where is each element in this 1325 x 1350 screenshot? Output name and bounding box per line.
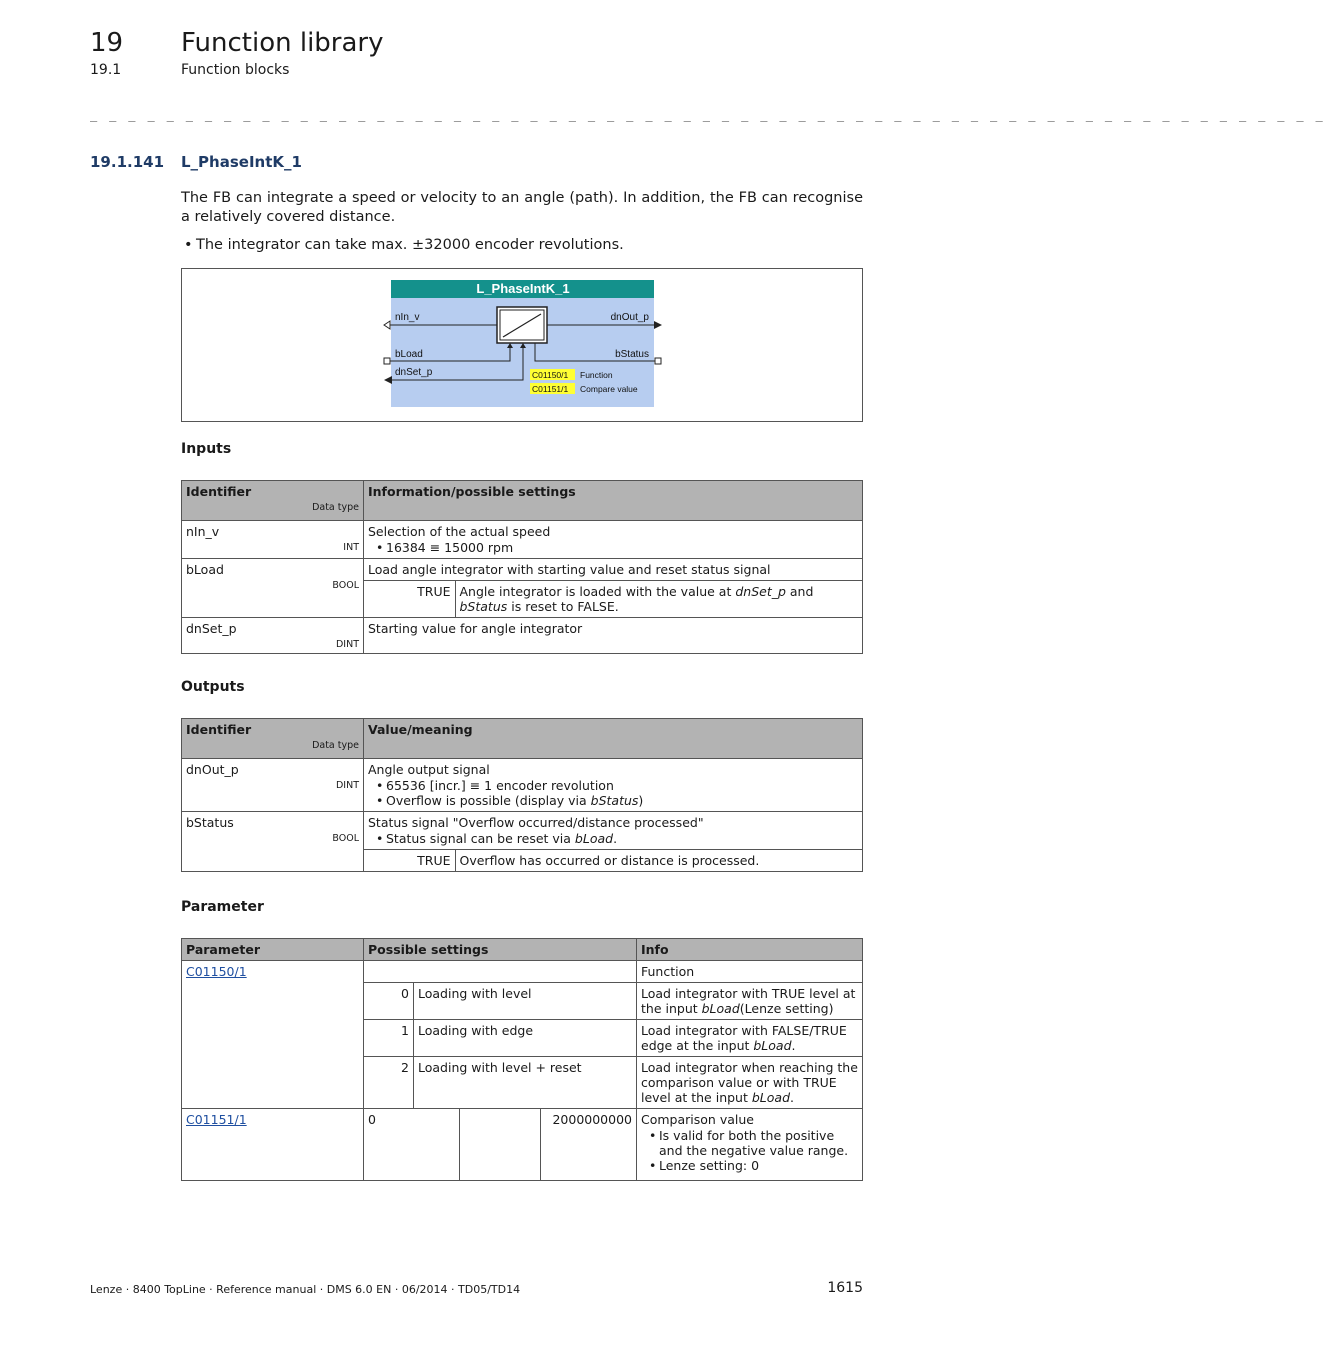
range-unit bbox=[460, 1109, 541, 1181]
header-rule: _ _ _ _ _ _ _ _ _ _ _ _ _ _ _ _ _ _ _ _ _ _ _ _ _ _ _ _ _ _ _ _ _ _ _ _ _ _ _ _ _ _ _ _ _ _ _ _ _ _ _ _ _ _ _ _ _ _ _ _ _ _ _ _ _ bbox=[90, 108, 1325, 122]
table-row bbox=[182, 759, 863, 812]
param2-code: C01151/1 bbox=[532, 384, 569, 394]
data-type: DINT bbox=[335, 780, 359, 791]
data-type: INT bbox=[343, 542, 359, 553]
outputs-heading: Outputs bbox=[181, 679, 245, 695]
info-cell bbox=[364, 559, 863, 618]
bStatus-label: bStatus bbox=[615, 349, 649, 360]
intro-bullet: • The integrator can take max. ±32000 encoder revolutions. bbox=[196, 237, 624, 253]
info-text: Angle output signal bbox=[368, 762, 490, 777]
option-info-c: . bbox=[790, 1090, 794, 1105]
bullet-text-a: Overflow is possible (display via bbox=[386, 793, 591, 808]
param1-code: C01150/1 bbox=[532, 370, 569, 380]
option-info-a: Load integrator with TRUE level at the input bbox=[641, 986, 856, 1016]
option-info-b: bLoad bbox=[701, 1001, 740, 1016]
option-value: 1 bbox=[364, 1020, 414, 1057]
dnSet_p-port-icon bbox=[384, 376, 392, 384]
dnOut_p-label: dnOut_p bbox=[610, 312, 649, 323]
option-info-b: bLoad bbox=[751, 1090, 791, 1105]
bullet-text-a: Status signal can be reset via bbox=[386, 831, 575, 846]
col-identifier-label: Identifier bbox=[186, 484, 252, 499]
info-bullet: • 16384 ≡ 15000 rpm bbox=[386, 540, 858, 555]
option-info bbox=[637, 1020, 863, 1057]
option-label: Loading with level + reset bbox=[414, 1057, 637, 1109]
parameter-heading: Parameter bbox=[181, 899, 264, 915]
option-value: 0 bbox=[364, 983, 414, 1020]
data-type: BOOL bbox=[332, 833, 359, 844]
col-identifier-label: Identifier bbox=[186, 722, 252, 737]
table-row bbox=[182, 812, 863, 872]
value-text-a: Angle integrator is loaded with the value at bbox=[459, 584, 736, 599]
value-subtable bbox=[364, 850, 862, 871]
data-type: BOOL bbox=[332, 580, 359, 591]
col-settings: Possible settings bbox=[364, 939, 637, 961]
footer-text: Lenze · 8400 TopLine · Reference manual · DMS 6.0 EN · 06/2014 · TD05/TD14 bbox=[90, 1283, 521, 1296]
bullet-text-c: . bbox=[613, 831, 618, 846]
bStatus-port-icon bbox=[655, 358, 661, 364]
parameter-cell bbox=[182, 961, 364, 1109]
chapter-title: Function library bbox=[181, 28, 384, 58]
identifier-cell bbox=[182, 618, 364, 654]
identifier-cell bbox=[182, 559, 364, 618]
col-parameter: Parameter bbox=[182, 939, 364, 961]
settings-cell bbox=[364, 961, 637, 983]
table-row bbox=[182, 521, 863, 559]
col-datatype-label: Data type bbox=[312, 502, 359, 513]
section-number: 19.1.141 bbox=[90, 153, 165, 171]
value-key: TRUE bbox=[364, 850, 455, 871]
option-info-b: bLoad bbox=[753, 1038, 792, 1053]
option-label: Loading with edge bbox=[414, 1020, 637, 1057]
option-value: 2 bbox=[364, 1057, 414, 1109]
param1-label: Function bbox=[580, 370, 613, 380]
option-info-a: Load integrator with FALSE/TRUE edge at the input bbox=[641, 1023, 847, 1053]
option-info bbox=[637, 1057, 863, 1109]
page-number: 1615 bbox=[827, 1280, 863, 1296]
option-info-c: . bbox=[791, 1038, 796, 1053]
inputs-heading: Inputs bbox=[181, 441, 232, 457]
section-title: L_PhaseIntK_1 bbox=[181, 153, 302, 171]
identifier: nIn_v bbox=[186, 524, 220, 539]
info-block bbox=[364, 812, 862, 850]
parameter-link-c01151[interactable]: C01151/1 bbox=[186, 1112, 247, 1127]
range-min: 0 bbox=[364, 1109, 460, 1181]
table-row bbox=[182, 618, 863, 654]
table-row bbox=[182, 559, 863, 618]
table-header-row bbox=[182, 939, 863, 961]
option-info bbox=[637, 983, 863, 1020]
bullet-text-b: bLoad bbox=[574, 831, 614, 846]
table-row bbox=[182, 961, 863, 983]
col-datatype-label: Data type bbox=[312, 740, 359, 751]
identifier: dnSet_p bbox=[186, 621, 237, 636]
bullet-text-b: bStatus bbox=[590, 793, 639, 808]
info-cell bbox=[364, 521, 863, 559]
info-bullet bbox=[386, 793, 858, 808]
nIn_v-label: nIn_v bbox=[395, 312, 420, 323]
option-info-c: (Lenze setting) bbox=[739, 1001, 834, 1016]
parameter-cell bbox=[182, 1109, 364, 1181]
info-cell: Starting value for angle integrator bbox=[364, 618, 863, 654]
nIn_v-port-icon bbox=[384, 321, 390, 329]
bullet-text-c: ) bbox=[638, 793, 644, 808]
range-max: 2000000000 bbox=[541, 1109, 637, 1181]
dnSet_p-label: dnSet_p bbox=[395, 367, 433, 378]
option-label: Loading with level bbox=[414, 983, 637, 1020]
identifier: dnOut_p bbox=[186, 762, 239, 777]
info-text: Status signal "Overflow occurred/distance processed" bbox=[368, 815, 704, 830]
inputs-table bbox=[181, 480, 863, 654]
value-text bbox=[455, 581, 862, 617]
function-block-diagram bbox=[384, 279, 674, 414]
param2-label: Compare value bbox=[580, 384, 638, 394]
table-row bbox=[182, 1109, 863, 1181]
identifier-cell bbox=[182, 812, 364, 872]
value-text-e: is reset to FALSE. bbox=[507, 599, 619, 614]
info-bullet: • 65536 [incr.] ≡ 1 encoder revolution bbox=[386, 778, 858, 793]
dnOut_p-port-icon bbox=[654, 321, 662, 329]
option-info-a: Load integrator when reaching the comparison value or with TRUE level at the input bbox=[641, 1060, 858, 1105]
info-bullet: • Is valid for both the positive and the negative value range. bbox=[659, 1128, 858, 1158]
identifier: bLoad bbox=[186, 562, 224, 577]
col-identifier bbox=[182, 719, 364, 759]
info-bullet: • Lenze setting: 0 bbox=[659, 1158, 858, 1173]
info-cell bbox=[364, 759, 863, 812]
bLoad-label: bLoad bbox=[395, 349, 423, 360]
identifier-cell bbox=[182, 759, 364, 812]
value-text-c: and bbox=[785, 584, 814, 599]
outputs-table bbox=[181, 718, 863, 872]
value-key: TRUE bbox=[364, 581, 455, 617]
data-type: DINT bbox=[335, 639, 359, 650]
table-header-row bbox=[182, 719, 863, 759]
value-text: Overflow has occurred or distance is processed. bbox=[459, 853, 760, 868]
identifier-cell bbox=[182, 521, 364, 559]
value-subtable bbox=[364, 581, 862, 617]
col-info: Information/possible settings bbox=[364, 481, 863, 521]
parameter-link-c01150[interactable]: C01150/1 bbox=[186, 964, 247, 979]
identifier: bStatus bbox=[186, 815, 234, 830]
table-header-row bbox=[182, 481, 863, 521]
info-text: Comparison value bbox=[641, 1112, 754, 1127]
value-text-d: bStatus bbox=[459, 599, 508, 614]
col-info: Info bbox=[637, 939, 863, 961]
block-title: L_PhaseIntK_1 bbox=[476, 281, 570, 296]
info-text: Load angle integrator with starting value and reset status signal bbox=[364, 559, 862, 581]
subchapter-title: Function blocks bbox=[181, 62, 290, 78]
col-value: Value/meaning bbox=[364, 719, 863, 759]
intro-paragraph: The FB can integrate a speed or velocity to an angle (path). In addition, the FB can recognise a relatively covered distance. bbox=[181, 190, 863, 225]
info-text: Selection of the actual speed bbox=[368, 524, 551, 539]
info-cell bbox=[364, 812, 863, 872]
subchapter-number: 19.1 bbox=[90, 62, 122, 78]
bLoad-port-icon bbox=[384, 358, 390, 364]
info-bullet bbox=[386, 831, 858, 846]
parameter-table bbox=[181, 938, 863, 1181]
info-cell: Function bbox=[637, 961, 863, 983]
info-cell bbox=[637, 1109, 863, 1181]
col-identifier bbox=[182, 481, 364, 521]
value-text-b: dnSet_p bbox=[735, 584, 786, 599]
chapter-number: 19 bbox=[90, 28, 124, 58]
